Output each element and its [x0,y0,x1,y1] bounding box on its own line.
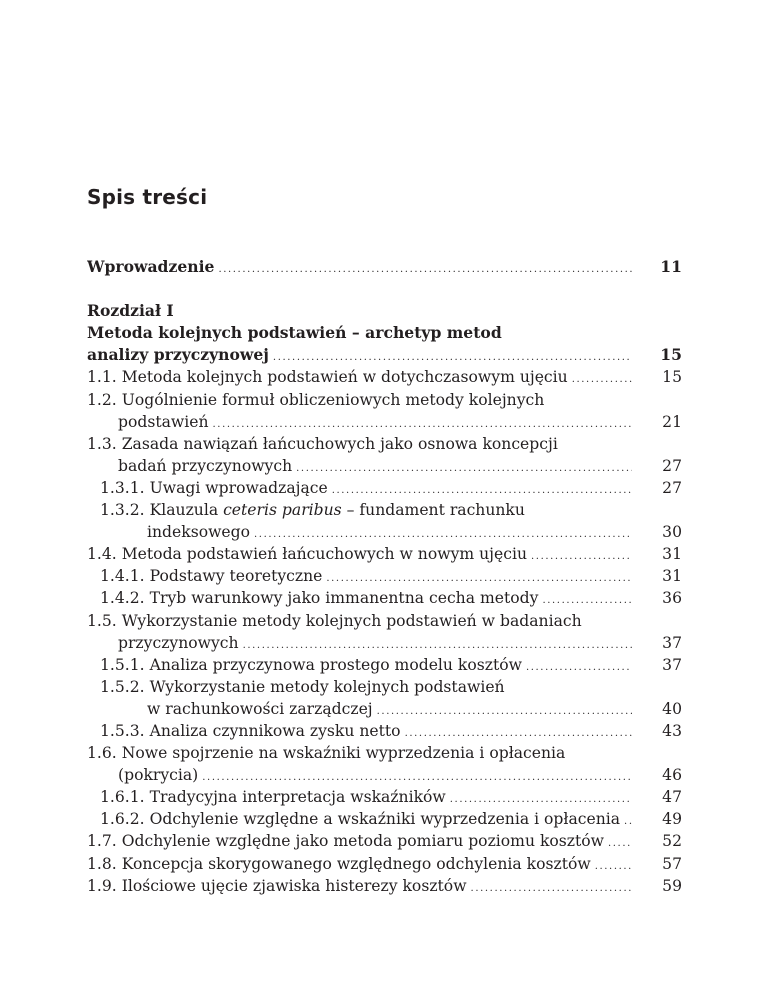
toc-entry-label: w rachunkowości zarządczej [147,699,373,718]
toc-page-number: 43 [662,721,682,740]
dot-leader [471,878,632,900]
toc-entry-label-italic: ceteris paribus [223,501,342,520]
toc-entry-text [87,875,632,900]
toc-entry-label: Rozdział I [87,301,174,321]
toc-entry-label: (pokrycia) [118,766,199,785]
toc-page-number: 27 [662,456,682,475]
toc-entry-label: 1.2. Uogólnienie formuł obliczeniowych metody kolejnych [87,390,545,409]
toc-entry-label: 1.9. Ilościowe ujęcie zjawiska histerezy kosztów [87,876,467,895]
toc-entry-label: 1.7. Odchylenie względne jako metoda pomiaru poziomu kosztów [87,832,604,851]
toc-entry-label: 1.6.1. Tradycyjna interpretacja wskaźników [100,788,446,807]
toc-page-number: 59 [662,876,682,895]
toc-entry-text [100,499,529,521]
toc-entry [87,720,682,742]
toc-entry-line [87,610,682,632]
toc-page-number: 36 [662,589,682,608]
toc-entry-label: przyczynowych [118,633,239,652]
toc-entry-text [87,742,569,764]
toc-entry [87,587,682,609]
toc-entry-label: 1.5.3. Analiza czynnikowa zysku netto [100,721,401,740]
toc-page-number: 49 [662,810,682,829]
toc-entry-label: 1.8. Koncepcja skorygowanego względnego odchylenia kosztów [87,854,591,873]
toc-entry [87,256,682,278]
page-title: Spis treści [87,185,208,209]
toc-page-number: 31 [662,545,682,564]
toc-entry-label: 1.3.1. Uwagi wprowadzające [100,478,328,497]
toc-page-number: 46 [662,766,682,785]
toc-entry [87,786,682,808]
toc-entry [87,565,682,587]
toc-page-number: 11 [660,257,682,276]
toc-entry-text [100,676,509,698]
toc-entry [87,698,682,720]
toc-page-number: 30 [662,523,682,542]
toc-page-number: 31 [662,567,682,586]
toc-entry-label: 1.4. Metoda podstawień łańcuchowych w nowym ujęciu [87,545,528,564]
toc-entry [87,875,682,897]
toc-page-number: 37 [662,655,682,674]
toc-entry-label: 1.5.2. Wykorzystanie metody kolejnych podstawień [100,677,505,696]
toc-page-number: 27 [662,478,682,497]
toc-entry [87,521,682,543]
toc-entry-label: 1.4.2. Tryb warunkowy jako immanentna cecha metody [100,589,539,608]
toc-entry-label: Metoda kolejnych podstawień – archetyp metod [87,323,502,343]
toc-page-number: 40 [662,699,682,718]
toc-spacer [87,278,682,300]
toc-entry-label [100,499,529,521]
toc-page-number: 15 [660,345,682,365]
toc-entry-label: indeksowego [147,523,251,542]
toc-entry-label: 1.6. Nowe spojrzenie na wskaźniki wyprzedzenia i opłacenia [87,744,566,763]
toc-entry-label: 1.5.1. Analiza przyczynowa prostego modelu kosztów [100,655,522,674]
toc-entry-label-part: – fundament rachunku [341,501,525,520]
toc-entry-line [87,300,682,322]
toc-entry [87,764,682,786]
toc-entry-line [87,676,682,698]
table-of-contents [87,256,682,897]
toc-entry-label-part: 1.3.2. Klauzula [100,501,224,520]
toc-entry-label: 1.1. Metoda kolejnych podstawień w dotychczasowym ujęciu [87,368,568,387]
toc-entry [87,455,682,477]
toc-entry-label: Wprowadzenie [87,257,215,276]
toc-entry-line [87,499,682,521]
toc-page-number: 21 [662,412,682,431]
toc-entry-text [87,300,178,322]
toc-entry [87,543,682,565]
toc-entry-label: podstawień [118,412,209,431]
toc-entry-text [87,322,506,344]
toc-entry-line [87,433,682,455]
toc-entry [87,830,682,852]
toc-entry [87,632,682,654]
toc-entry-label: 1.5. Wykorzystanie metody kolejnych podstawień w badaniach [87,611,582,630]
toc-entry-line [87,389,682,411]
toc-page-number: 57 [662,854,682,873]
toc-page-number: 47 [662,788,682,807]
toc-page-number: 15 [662,368,682,387]
toc-entry [87,853,682,875]
toc-entry-text [87,433,562,455]
toc-entry-line [87,742,682,764]
toc-entry [87,654,682,676]
toc-page-number: 37 [662,633,682,652]
toc-entry-label: badań przyczynowych [118,456,293,475]
toc-entry-label: 1.4.1. Podstawy teoretyczne [100,567,323,586]
toc-entry-label: analizy przyczynowej [87,345,269,365]
toc-entry-label: 1.6.2. Odchylenie względne a wskaźniki wyprzedzenia i opłacenia [100,810,621,829]
toc-page-number: 52 [662,832,682,851]
toc-entry-label: 1.3. Zasada nawiązań łańcuchowych jako osnowa koncepcji [87,434,558,453]
toc-entry [87,344,682,366]
toc-entry [87,366,682,388]
toc-entry-text [87,389,548,411]
toc-entry-text [87,610,586,632]
toc-entry [87,477,682,499]
toc-entry [87,808,682,830]
toc-entry-line [87,322,682,344]
toc-entry [87,411,682,433]
